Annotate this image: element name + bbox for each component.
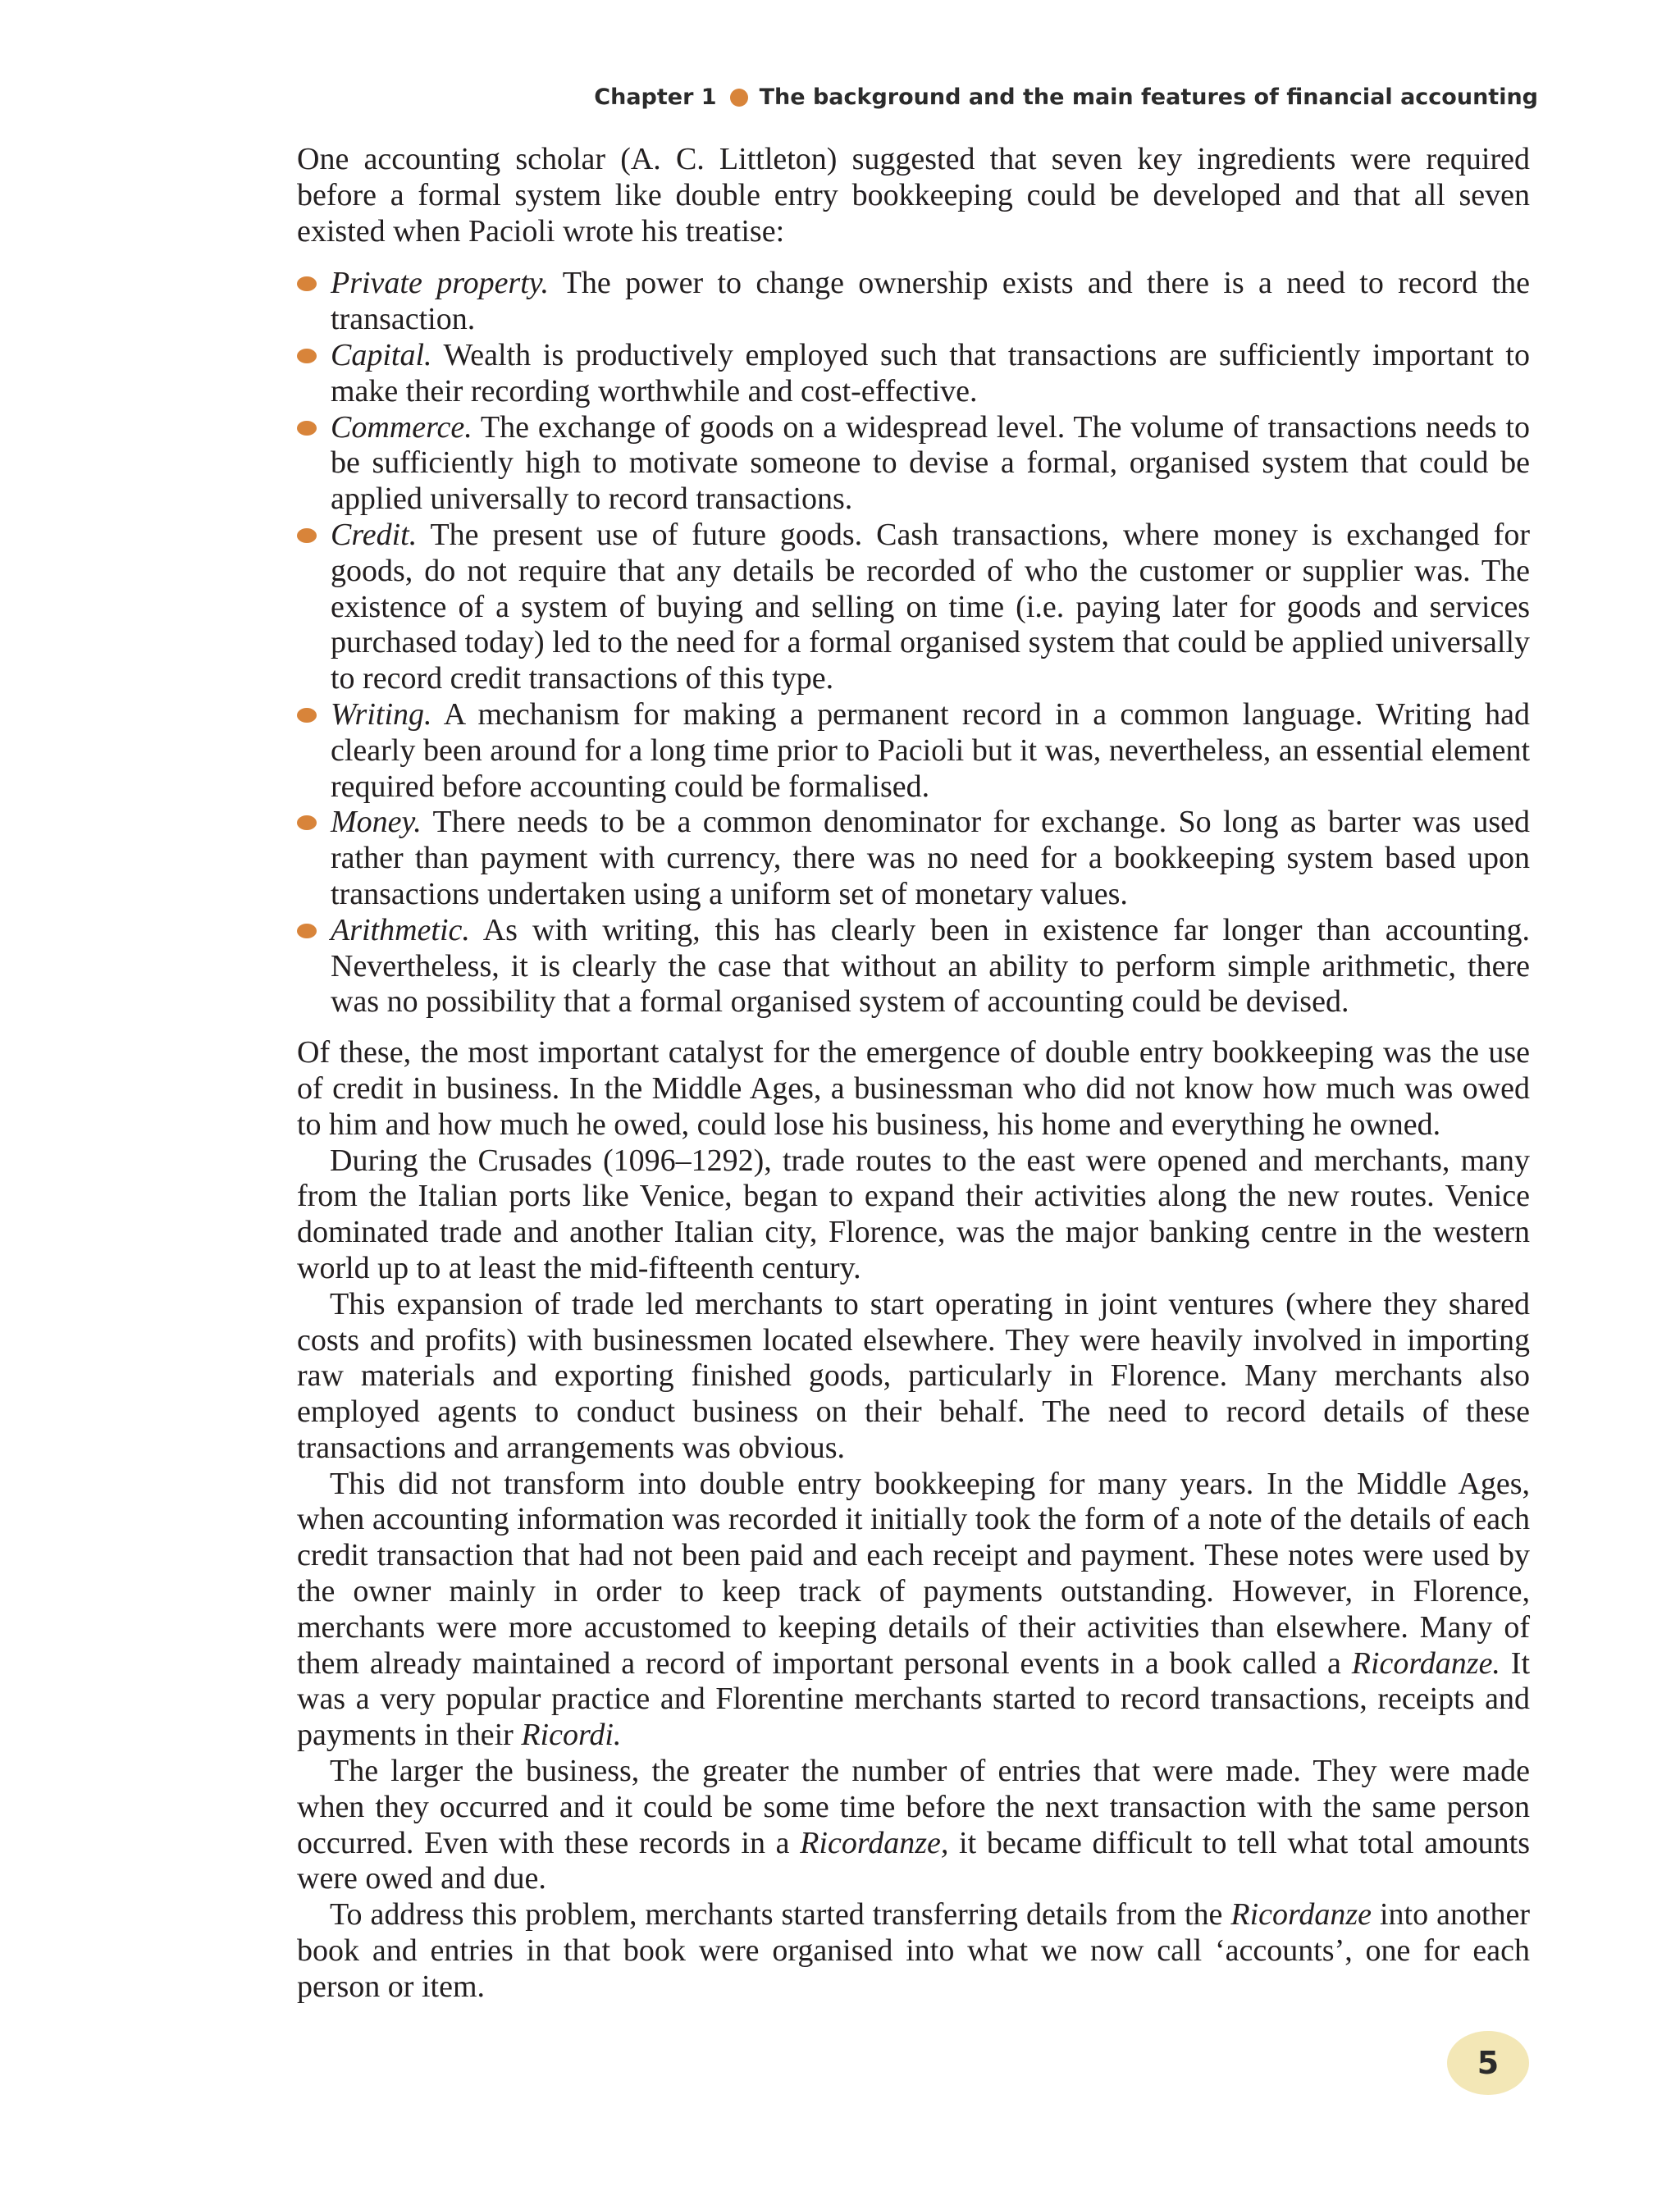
- list-item: [297, 697, 1530, 805]
- address-problem-paragraph: [297, 1897, 1530, 2005]
- page-number: 5: [1447, 2031, 1529, 2095]
- bullet-term: Credit.: [331, 517, 418, 552]
- bullet-term: Capital.: [331, 337, 432, 372]
- italic-term: Ricordanze: [1230, 1897, 1372, 1933]
- bullet-text: A mechanism for making a permanent record in a common language. Writing had clearly been around for a long time prior to Pacioli but it was, nevertheless, an essential element required before accounting could be formalised.: [331, 696, 1530, 804]
- list-item: [297, 805, 1530, 912]
- bullet-text: The present use of future goods. Cash transactions, where money is exchanged for goods, do not require that any details be recorded of who the customer or supplier was. The existence of a system of buying and selling on time (i.e. paying later for goods and services purchased today) led to the need for a formal organised system that could be applied universally to record credit transactions of this type.: [331, 517, 1530, 696]
- ingredients-list: [297, 266, 1530, 1020]
- list-item: [297, 518, 1530, 697]
- crusades-paragraph: During the Crusades (1096–1292), trade routes to the east were opened and merchants, many from the Italian ports like Venice, began to expand their activities along the new routes. Venice dominated trade and another Italian city, Florence, was the major banking centre in the western world up to at least the mid-fifteenth century.: [297, 1143, 1530, 1285]
- bullet-icon: [297, 924, 317, 938]
- page-body: [297, 142, 1530, 2006]
- bullet-icon: [297, 349, 317, 363]
- bullet-term: Arithmetic.: [331, 912, 470, 947]
- bullet-term: Money.: [331, 805, 422, 840]
- chapter-label: Chapter 1: [594, 84, 717, 110]
- bullet-text: The exchange of goods on a widespread level. The volume of transactions needs to be sufficiently high to motivate someone to devise a formal, organised system that could be applied universally to record transactions.: [331, 409, 1530, 517]
- italic-term: Ricordi.: [521, 1718, 622, 1753]
- italic-term: Ricordanze.: [1351, 1645, 1500, 1681]
- bullet-icon: [297, 708, 317, 723]
- bullet-icon: [297, 276, 317, 291]
- text-run: It was a very popular practice and Florentine merchants started to record transactions, receipts and payments in their: [297, 1645, 1531, 1753]
- running-head: [594, 84, 1538, 110]
- bullet-text: Wealth is productively employed such that transactions are sufficiently important to make their recording worthwhile and cost-effective.: [331, 337, 1530, 408]
- catalyst-paragraph: Of these, the most important catalyst for the emergence of double entry bookkeeping was the use of credit in business. In the Middle Ages, a businessman who did not know how much was owed to him and how much he owed, could lose his business, his home and everything he owned.: [297, 1035, 1530, 1142]
- intro-paragraph: One accounting scholar (A. C. Littleton) suggested that seven key ingredients were required before a formal system like double entry bookkeeping could be developed and that all seven existed when Pacioli wrote his treatise:: [297, 142, 1530, 249]
- bullet-text: There needs to be a common denominator for exchange. So long as barter was used rather than payment with currency, there was no need for a bookkeeping system based upon transactions undertaken using a uniform set of monetary values.: [331, 805, 1530, 911]
- chapter-title: The background and the main features of financial accounting: [759, 84, 1538, 110]
- bullet-icon: [297, 815, 317, 830]
- text-run: This did not transform into double entry bookkeeping for many years. In the Middle Ages, when accounting information was recorded it initially took the form of a note of the details of each credit transaction that had not been paid and each receipt and payment. These notes were used by the owner mainly in order to keep track of payments outstanding. However, in Florence, merchants were more accustomed to keeping details of their activities than elsewhere. Many of them already maintained a record of important personal events in a book called a: [297, 1466, 1530, 1681]
- bullet-icon: [297, 421, 317, 436]
- text-run: To address this problem, merchants started transferring details from the: [330, 1897, 1223, 1933]
- bullet-icon: [297, 528, 317, 543]
- bullet-term: Private property.: [331, 266, 550, 301]
- italic-term: Ricordanze,: [800, 1825, 949, 1860]
- larger-business-paragraph: [297, 1754, 1530, 1897]
- transform-paragraph: [297, 1467, 1530, 1754]
- text-run: into another book and entries in that book were organised into what we now call ‘accounts’, one for each person or item.: [297, 1897, 1531, 2004]
- bullet-text: The power to change ownership exists and there is a need to record the transaction.: [331, 266, 1530, 337]
- text-run: it became difficult to tell what total amounts were owed and due.: [297, 1825, 1530, 1896]
- list-item: [297, 266, 1530, 338]
- text-run: The larger the business, the greater the number of entries that were made. They were made when they occurred and it could be some time before the next transaction with the same person occurred. Even with these records in a: [297, 1754, 1530, 1860]
- list-item: [297, 913, 1530, 1020]
- bullet-term: Commerce.: [331, 409, 472, 445]
- bullet-term: Writing.: [331, 696, 432, 732]
- expansion-paragraph: This expansion of trade led merchants to start operating in joint ventures (where they shared costs and profits) with businessmen located elsewhere. They were heavily involved in importing raw materials and exporting finished goods, particularly in Florence. Many merchants also employed agents to conduct business on their behalf. The need to record details of these transactions and arrangements was obvious.: [297, 1286, 1530, 1465]
- bullet-dot-icon: [730, 89, 748, 107]
- list-item: [297, 338, 1530, 410]
- list-item: [297, 410, 1530, 518]
- bullet-text: As with writing, this has clearly been in existence far longer than accounting. Nevertheless, it is clearly the case that without an ability to perform simple arithmetic, there was no possibility that a formal organised system of accounting could be devised.: [331, 912, 1530, 1020]
